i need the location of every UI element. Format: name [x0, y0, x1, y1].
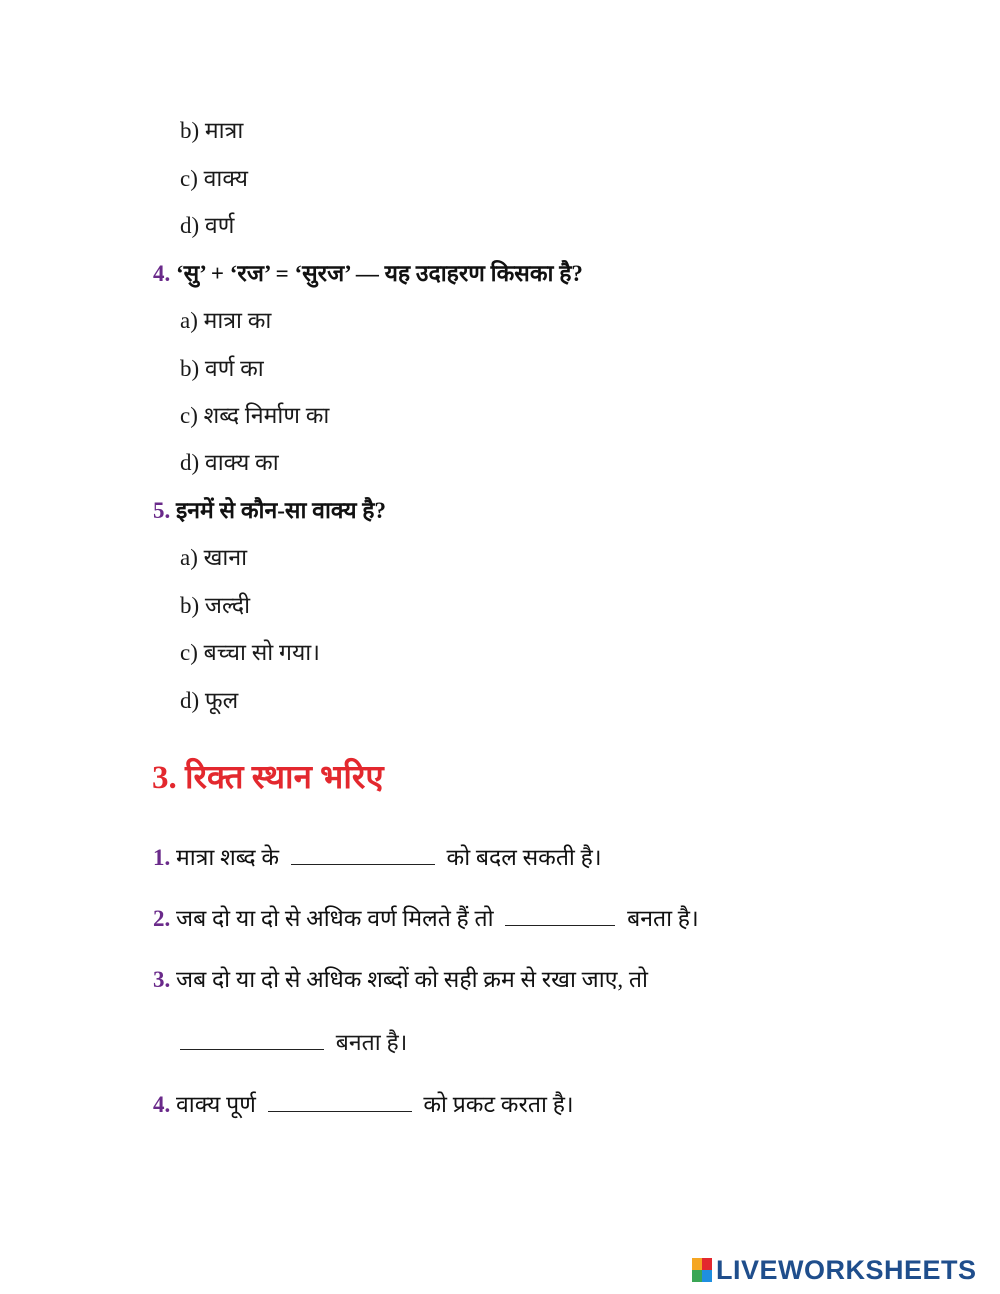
item-text-after: बनता है। [335, 1030, 408, 1055]
item-text-before: जब दो या दो से अधिक शब्दों को सही क्रम से रखा जाए, तो [176, 967, 648, 992]
item-text-after: बनता है। [627, 906, 699, 931]
blank-field[interactable] [268, 1089, 412, 1112]
item-number: 3. [153, 967, 171, 992]
fill-item-1 [153, 842, 602, 873]
item-number: 4. [153, 1092, 171, 1117]
item-text-before: मात्रा शब्द के [176, 845, 280, 870]
item-text-after: को प्रकट करता है। [423, 1092, 574, 1117]
q4-option-a: a) मात्रा का [180, 308, 272, 333]
question-number: 5. [153, 498, 171, 523]
section-title: 3. रिक्त स्थान भरिए [152, 760, 384, 796]
logo-square-icon [702, 1258, 712, 1270]
q3-option-c: c) वाक्य [180, 166, 249, 191]
item-text-before: जब दो या दो से अधिक वर्ण मिलते हैं तो [176, 906, 494, 931]
q4-option-c: c) शब्द निर्माण का [180, 403, 330, 428]
fill-item-4 [153, 1089, 574, 1120]
question-4 [153, 259, 583, 289]
q5-option-d: d) फूल [180, 688, 239, 713]
logo-text: LIVEWORKSHEETS [716, 1254, 977, 1285]
question-text: ‘सु’ + ‘रज’ = ‘सुरज’ — यह उदाहरण किसका है? [176, 261, 583, 286]
fill-item-2 [153, 903, 699, 934]
logo-mark-icon [692, 1258, 712, 1282]
q5-option-a: a) खाना [180, 545, 248, 570]
q5-option-b: b) जल्दी [180, 593, 251, 618]
logo-square-icon [702, 1270, 712, 1282]
logo-square-icon [692, 1270, 702, 1282]
q3-option-b: b) मात्रा [180, 118, 244, 143]
item-number: 1. [153, 845, 171, 870]
item-number: 2. [153, 906, 171, 931]
blank-field[interactable] [505, 903, 615, 926]
question-5 [153, 496, 386, 526]
q4-option-d: d) वाक्य का [180, 450, 279, 475]
q4-option-b: b) वर्ण का [180, 356, 264, 381]
q3-option-d: d) वर्ण [180, 213, 235, 238]
item-text-before: वाक्य पूर्ण [176, 1092, 256, 1117]
liveworksheets-logo [692, 1253, 977, 1287]
fill-item-3 [153, 965, 648, 995]
item-text-after: को बदल सकती है। [446, 845, 602, 870]
blank-field[interactable] [180, 1027, 324, 1050]
question-text: इनमें से कौन-सा वाक्य है? [176, 498, 387, 523]
question-number: 4. [153, 261, 171, 286]
q5-option-c: c) बच्चा सो गया। [180, 640, 320, 665]
logo-square-icon [692, 1258, 702, 1270]
blank-field[interactable] [291, 842, 435, 865]
fill-item-3-continued [180, 1027, 407, 1058]
